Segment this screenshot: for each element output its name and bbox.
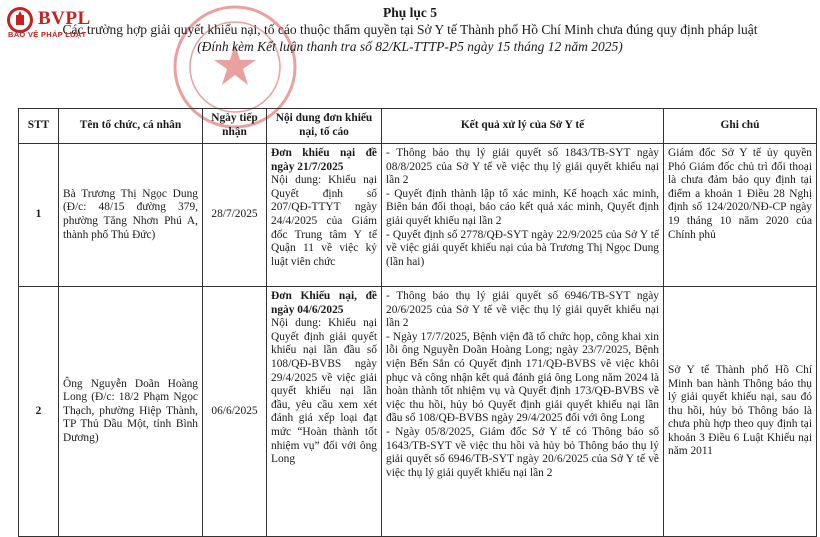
row-result [382,287,664,537]
result-item: - Ngày 17/7/2025, Bệnh viện đã tổ chức họp, công khai xin lỗi ông Nguyễn Doãn Hoàng Long; ngày 23/7/2025, Bệnh viện Bến Sắn có Quyết định 171/QĐ-BVBS về việc khôi phục và công nhận kết quả đánh giá ông Long năm 2024 là hoàn thành tốt nhiệm vụ và Quyết định 173/QĐ-BVBS về việc thu hồi, hủy bỏ Quyết định giải quyết khiếu nại lần đầu số 108/QĐ-BVBS ngày 29/4/2025 đối với ông Long [386,330,659,425]
row-stt: 2 [19,287,59,537]
row-content-body: Nội dung: Khiếu nại Quyết định giải quyết khiếu nại lần đầu số 108/QĐ-BVBS ngày 29/4/2025 về việc giải quyết khiếu nại lần đầu, yêu cầu xem xét đánh giá xếp loại đạt mức “Hoàn thành tốt nhiệm vụ” đối với ông Long [271,317,377,466]
row-date: 28/7/2025 [203,144,267,287]
result-item: - Quyết định thành lập tổ xác minh, Kế hoạch xác minh, Biên bản đối thoại, báo cáo kết quả xác minh, Quyết định giải quyết khiếu nại lần 2 [386,187,659,227]
table-row [19,287,817,537]
row-content [267,287,382,537]
row-note: Giám đốc Sở Y tế ủy quyền Phó Giám đốc chủ trì đối thoại là chưa đảm bảo quy định tại điểm a khoản 1 Điều 28 Nghị định số 124/2020/NĐ-CP ngày 19 tháng 10 năm 2020 của Chính phủ [664,144,817,287]
column-header-stt: STT [19,109,59,144]
row-name: Ông Nguyễn Doãn Hoàng Long (Đ/c: 18/2 Phạm Ngọc Thạch, phường Hiệp Thành, TP Thủ Dầu Một, tỉnh Bình Dương) [59,287,203,537]
row-note: Sở Y tế Thành phố Hồ Chí Minh ban hành Thông báo thụ lý giải quyết khiếu nại, sau đó thu hồi, hủy bỏ Thông báo là chưa phù hợp theo quy định tại khoản 3 Điều 6 Luật Khiếu nại năm 2011 [664,287,817,537]
result-item: - Thông báo thụ lý giải quyết số 6946/TB-SYT ngày 20/6/2025 của Sở Y tế về việc thụ lý giải quyết khiếu nại lần 2 [386,290,659,330]
row-result [382,144,664,287]
complaints-table [18,108,817,537]
table-row [19,144,817,287]
document-header [0,4,820,55]
result-item: - Ngày 05/8/2025, Giám đốc Sở Y tế có Thông báo số 1643/TB-SYT về việc thu hồi và hủy bỏ Thông báo thụ lý giải quyết số 6946/TB-SYT ngày 20/6/2025 của Sở Y tế về việc thụ lý giải quyết khiếu nại lần 2 [386,425,659,479]
column-header-name: Tên tổ chức, cá nhân [59,109,203,144]
result-item: - Thông báo thụ lý giải quyết số 1843/TB-SYT ngày 08/8/2025 của Sở Y tế về việc thụ lý giải quyết khiếu nại lần 2 [386,147,659,187]
column-header-date: Ngày tiếp nhận [203,109,267,144]
table-header-row [19,109,817,144]
column-header-result: Kết quả xử lý của Sở Y tế [382,109,664,144]
row-date: 06/6/2025 [203,287,267,537]
row-content [267,144,382,287]
appendix-reference: (Đính kèm Kết luận thanh tra số 82/KL-TTTP-P5 ngày 15 tháng 12 năm 2025) [197,39,623,54]
row-content-title: Đơn khiếu nại đề ngày 21/7/2025 [271,147,377,173]
result-item: - Quyết định số 2778/QĐ-SYT ngày 22/9/2025 của Sở Y tế về việc giải quyết khiếu nại của bà Trương Thị Ngọc Dung (lần hai) [386,228,659,268]
column-header-note: Ghi chú [664,109,817,144]
column-header-content: Nội dung đơn khiếu nại, tố cáo [267,109,382,144]
logo-brand: BVPL [38,8,91,29]
appendix-title: Phụ lục 5 [382,5,437,20]
row-stt: 1 [19,144,59,287]
row-name: Bà Trương Thị Ngọc Dung (Đ/c: 48/15 đường 379, phường Tăng Nhơn Phú A, thành phố Thủ Đức) [59,144,203,287]
appendix-subtitle: Các trường hợp giải quyết khiếu nại, tố cáo thuộc thẩm quyền tại Sở Y tế Thành phố Hồ Chí Minh chưa đúng quy định pháp luật [62,22,758,37]
row-content-title: Đơn Khiếu nại, đề ngày 04/6/2025 [271,290,377,316]
logo-tagline: BẢO VỆ PHÁP LUẬT [8,30,87,39]
row-content-body: Nội dung: Khiếu nại Quyết định số 207/QĐ-TTYT ngày 24/4/2025 của Giám đốc Trung tâm Y tế Quận 11 về việc kỷ luật viên chức [271,174,377,268]
